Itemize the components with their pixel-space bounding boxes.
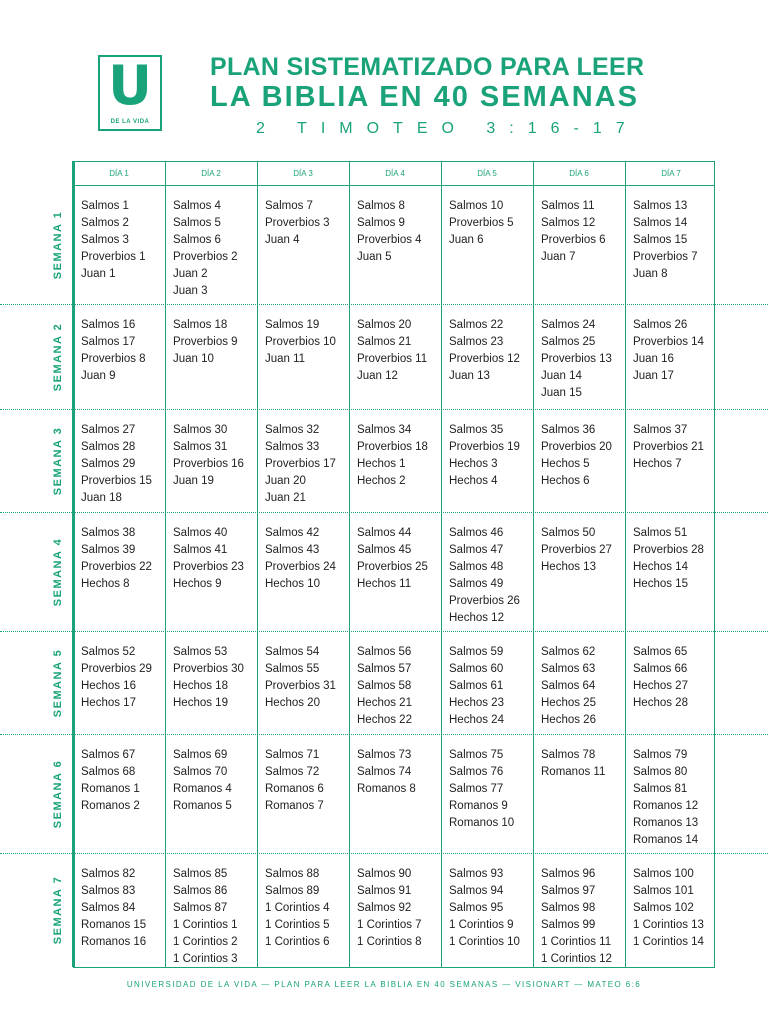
reading-item: Salmos 76 bbox=[449, 766, 504, 778]
reading-item: Proverbios 17 bbox=[265, 458, 336, 470]
reading-item: Romanos 6 bbox=[265, 783, 324, 795]
reading-item: Salmos 92 bbox=[357, 902, 412, 914]
reading-item: Hechos 9 bbox=[173, 578, 222, 590]
reading-cell bbox=[265, 525, 353, 593]
reading-item: Juan 7 bbox=[541, 251, 576, 263]
reading-item: Salmos 91 bbox=[357, 885, 412, 897]
reading-cell bbox=[173, 644, 261, 712]
reading-item: Juan 3 bbox=[173, 285, 208, 297]
reading-item: Hechos 7 bbox=[633, 458, 682, 470]
reading-item: Salmos 61 bbox=[449, 680, 504, 692]
reading-item: Romanos 4 bbox=[173, 783, 232, 795]
reading-item: Proverbios 30 bbox=[173, 663, 244, 675]
reading-item: Salmos 52 bbox=[81, 646, 136, 658]
reading-item: Hechos 4 bbox=[449, 475, 498, 487]
reading-item: Juan 17 bbox=[633, 370, 674, 382]
reading-item: Hechos 11 bbox=[357, 578, 412, 590]
logo-subtitle: DE LA VIDA bbox=[110, 119, 150, 125]
reading-item: 1 Corintios 2 bbox=[173, 936, 238, 948]
reading-item: Romanos 13 bbox=[633, 817, 699, 829]
reading-cell bbox=[633, 866, 721, 951]
reading-item: Salmos 48 bbox=[449, 561, 504, 573]
reading-item: Hechos 14 bbox=[633, 561, 688, 573]
reading-item: Salmos 47 bbox=[449, 544, 504, 556]
reading-item: Salmos 83 bbox=[81, 885, 136, 897]
reading-cell bbox=[449, 644, 537, 729]
logo bbox=[98, 55, 162, 131]
week-label-text: SEMANA 7 bbox=[52, 875, 64, 945]
reading-item: Romanos 10 bbox=[449, 817, 515, 829]
reading-item: Hechos 25 bbox=[541, 697, 596, 709]
reading-item: Salmos 27 bbox=[81, 424, 136, 436]
day-header: DÍA 1 bbox=[109, 169, 129, 178]
reading-cell bbox=[633, 747, 721, 849]
reading-item: Juan 11 bbox=[265, 353, 306, 365]
reading-cell bbox=[633, 525, 721, 593]
reading-item: Proverbios 12 bbox=[449, 353, 520, 365]
reading-cell bbox=[449, 525, 537, 627]
reading-item: Salmos 58 bbox=[357, 680, 412, 692]
day-header: DÍA 4 bbox=[385, 169, 405, 178]
reading-cell bbox=[173, 866, 261, 968]
column-divider bbox=[72, 161, 75, 967]
week-label-text: SEMANA 2 bbox=[52, 322, 64, 391]
reading-item: Salmos 66 bbox=[633, 663, 688, 675]
reading-item: Salmos 20 bbox=[357, 319, 412, 331]
reading-item: Proverbios 28 bbox=[633, 544, 704, 556]
reading-item: Salmos 10 bbox=[449, 200, 504, 212]
reading-item: Salmos 89 bbox=[265, 885, 320, 897]
week-label-text: SEMANA 3 bbox=[52, 426, 64, 495]
reading-item: Hechos 21 bbox=[357, 697, 412, 709]
reading-item: Proverbios 8 bbox=[81, 353, 146, 365]
reading-item: Juan 12 bbox=[357, 370, 398, 382]
logo-letter: U bbox=[108, 54, 152, 117]
reading-item: Juan 2 bbox=[173, 268, 208, 280]
reading-item: Salmos 81 bbox=[633, 783, 688, 795]
reading-item: Salmos 2 bbox=[81, 217, 129, 229]
reading-item: Salmos 99 bbox=[541, 919, 596, 931]
reading-item: Salmos 46 bbox=[449, 527, 504, 539]
reading-cell bbox=[633, 644, 721, 712]
reading-item: Hechos 28 bbox=[633, 697, 688, 709]
reading-item: Hechos 10 bbox=[265, 578, 320, 590]
reading-item: Salmos 32 bbox=[265, 424, 320, 436]
reading-cell bbox=[357, 317, 445, 385]
week-label-text: SEMANA 4 bbox=[52, 537, 64, 606]
reading-cell bbox=[81, 198, 169, 283]
reading-item: Salmos 65 bbox=[633, 646, 688, 658]
verse-reference: 2 TIMOTEO 3:16-17 bbox=[256, 120, 639, 137]
reading-item: Juan 13 bbox=[449, 370, 490, 382]
reading-item: Salmos 11 bbox=[541, 200, 595, 212]
reading-item: Proverbios 2 bbox=[173, 251, 238, 263]
reading-item: Proverbios 6 bbox=[541, 234, 606, 246]
reading-item: Salmos 40 bbox=[173, 527, 228, 539]
reading-cell bbox=[541, 525, 629, 576]
reading-item: Salmos 30 bbox=[173, 424, 228, 436]
reading-item: 1 Corintios 13 bbox=[633, 919, 704, 931]
reading-item: Salmos 100 bbox=[633, 868, 694, 880]
reading-item: Salmos 39 bbox=[81, 544, 136, 556]
reading-item: Salmos 29 bbox=[81, 458, 136, 470]
reading-item: Salmos 73 bbox=[357, 749, 412, 761]
week-separator bbox=[0, 304, 768, 305]
reading-item: Romanos 1 bbox=[81, 783, 140, 795]
reading-item: Hechos 2 bbox=[357, 475, 406, 487]
week-separator bbox=[0, 631, 768, 632]
reading-item: Salmos 8 bbox=[357, 200, 405, 212]
reading-item: Juan 16 bbox=[633, 353, 674, 365]
reading-item: Salmos 94 bbox=[449, 885, 504, 897]
reading-cell bbox=[449, 866, 537, 951]
reading-item: Salmos 55 bbox=[265, 663, 320, 675]
reading-item: 1 Corintios 10 bbox=[449, 936, 520, 948]
week-separator bbox=[0, 734, 768, 735]
reading-cell bbox=[541, 198, 629, 266]
reading-cell bbox=[265, 317, 353, 368]
reading-item: Juan 15 bbox=[541, 387, 582, 399]
reading-item: Hechos 12 bbox=[449, 612, 504, 624]
reading-item: Proverbios 18 bbox=[357, 441, 428, 453]
reading-item: Salmos 5 bbox=[173, 217, 221, 229]
reading-item: 1 Corintios 14 bbox=[633, 936, 704, 948]
day-header: DÍA 2 bbox=[201, 169, 221, 178]
reading-cell bbox=[357, 198, 445, 266]
reading-cell bbox=[633, 317, 721, 385]
week-separator bbox=[0, 853, 768, 854]
reading-item: Salmos 86 bbox=[173, 885, 228, 897]
reading-item: Juan 20 bbox=[265, 475, 306, 487]
reading-item: Hechos 15 bbox=[633, 578, 688, 590]
reading-item: Salmos 96 bbox=[541, 868, 596, 880]
reading-item: Romanos 15 bbox=[81, 919, 147, 931]
reading-item: Juan 14 bbox=[541, 370, 582, 382]
reading-item: Proverbios 25 bbox=[357, 561, 428, 573]
reading-item: Salmos 102 bbox=[633, 902, 694, 914]
reading-item: Hechos 17 bbox=[81, 697, 136, 709]
reading-item: Salmos 14 bbox=[633, 217, 688, 229]
reading-item: Salmos 6 bbox=[173, 234, 221, 246]
week-label-text: SEMANA 6 bbox=[52, 759, 64, 828]
reading-item: Salmos 43 bbox=[265, 544, 320, 556]
reading-item: Salmos 82 bbox=[81, 868, 136, 880]
reading-cell bbox=[541, 317, 629, 402]
reading-item: Salmos 23 bbox=[449, 336, 504, 348]
reading-item: 1 Corintios 1 bbox=[173, 919, 238, 931]
day-header: DÍA 7 bbox=[661, 169, 681, 178]
reading-item: Proverbios 29 bbox=[81, 663, 152, 675]
reading-item: Salmos 28 bbox=[81, 441, 136, 453]
reading-item: Proverbios 3 bbox=[265, 217, 330, 229]
reading-cell bbox=[173, 525, 261, 593]
reading-item: Hechos 20 bbox=[265, 697, 320, 709]
reading-item: Hechos 16 bbox=[81, 680, 136, 692]
reading-cell bbox=[173, 198, 261, 300]
reading-cell bbox=[81, 644, 169, 712]
reading-cell bbox=[357, 866, 445, 951]
reading-item: Proverbios 13 bbox=[541, 353, 612, 365]
reading-cell bbox=[265, 198, 353, 249]
reading-item: Hechos 24 bbox=[449, 714, 504, 726]
reading-item: Salmos 25 bbox=[541, 336, 596, 348]
reading-item: Salmos 34 bbox=[357, 424, 412, 436]
reading-item: Salmos 36 bbox=[541, 424, 596, 436]
reading-item: Salmos 49 bbox=[449, 578, 504, 590]
reading-cell bbox=[449, 747, 537, 832]
reading-cell bbox=[449, 422, 537, 490]
reading-item: Salmos 19 bbox=[265, 319, 320, 331]
reading-item: Juan 5 bbox=[357, 251, 392, 263]
reading-item: 1 Corintios 12 bbox=[541, 953, 612, 965]
reading-item: Romanos 5 bbox=[173, 800, 232, 812]
reading-item: Salmos 16 bbox=[81, 319, 136, 331]
reading-item: Salmos 87 bbox=[173, 902, 228, 914]
reading-item: Proverbios 5 bbox=[449, 217, 514, 229]
reading-cell bbox=[633, 198, 721, 283]
header-bottom-border bbox=[73, 185, 715, 186]
reading-item: Proverbios 23 bbox=[173, 561, 244, 573]
reading-item: Salmos 90 bbox=[357, 868, 412, 880]
day-header: DÍA 5 bbox=[477, 169, 497, 178]
reading-cell bbox=[265, 866, 353, 951]
reading-item: Proverbios 4 bbox=[357, 234, 422, 246]
reading-cell bbox=[357, 644, 445, 729]
reading-item: Salmos 7 bbox=[265, 200, 313, 212]
reading-item: Salmos 44 bbox=[357, 527, 412, 539]
reading-cell bbox=[633, 422, 721, 473]
reading-item: Juan 19 bbox=[173, 475, 214, 487]
day-header: DÍA 6 bbox=[569, 169, 589, 178]
reading-item: Juan 10 bbox=[173, 353, 214, 365]
reading-item: Salmos 72 bbox=[265, 766, 320, 778]
reading-item: Salmos 15 bbox=[633, 234, 688, 246]
reading-item: Proverbios 19 bbox=[449, 441, 520, 453]
reading-item: 1 Corintios 7 bbox=[357, 919, 422, 931]
reading-item: Salmos 54 bbox=[265, 646, 320, 658]
reading-item: Romanos 9 bbox=[449, 800, 508, 812]
reading-item: Salmos 33 bbox=[265, 441, 320, 453]
reading-item: Proverbios 7 bbox=[633, 251, 698, 263]
reading-item: Salmos 31 bbox=[173, 441, 228, 453]
reading-item: 1 Corintios 8 bbox=[357, 936, 422, 948]
reading-item: Salmos 78 bbox=[541, 749, 596, 761]
reading-item: Hechos 8 bbox=[81, 578, 130, 590]
reading-cell bbox=[449, 317, 537, 385]
reading-item: Salmos 85 bbox=[173, 868, 228, 880]
reading-item: Hechos 1 bbox=[357, 458, 406, 470]
reading-item: Salmos 35 bbox=[449, 424, 504, 436]
reading-cell bbox=[81, 317, 169, 385]
reading-item: Salmos 24 bbox=[541, 319, 596, 331]
reading-cell bbox=[81, 525, 169, 593]
reading-item: Juan 9 bbox=[81, 370, 116, 382]
reading-item: Salmos 70 bbox=[173, 766, 228, 778]
reading-item: Proverbios 11 bbox=[357, 353, 428, 365]
reading-item: Salmos 3 bbox=[81, 234, 129, 246]
reading-item: Salmos 84 bbox=[81, 902, 136, 914]
reading-item: Salmos 38 bbox=[81, 527, 136, 539]
reading-item: Proverbios 27 bbox=[541, 544, 612, 556]
reading-item: Salmos 74 bbox=[357, 766, 412, 778]
reading-plan-table bbox=[52, 161, 715, 967]
reading-item: Salmos 26 bbox=[633, 319, 688, 331]
reading-item: Juan 8 bbox=[633, 268, 668, 280]
reading-cell bbox=[81, 747, 169, 815]
reading-item: Salmos 51 bbox=[633, 527, 688, 539]
reading-item: Hechos 22 bbox=[357, 714, 412, 726]
reading-item: Salmos 64 bbox=[541, 680, 596, 692]
reading-item: Salmos 101 bbox=[633, 885, 694, 897]
reading-item: Proverbios 22 bbox=[81, 561, 152, 573]
reading-item: Salmos 22 bbox=[449, 319, 504, 331]
reading-item: Proverbios 26 bbox=[449, 595, 520, 607]
reading-item: Romanos 14 bbox=[633, 834, 699, 846]
reading-cell bbox=[265, 747, 353, 815]
reading-item: Salmos 60 bbox=[449, 663, 504, 675]
table-top-border bbox=[73, 161, 715, 162]
reading-item: Juan 6 bbox=[449, 234, 484, 246]
reading-item: Romanos 11 bbox=[541, 766, 606, 778]
reading-cell bbox=[265, 644, 353, 712]
reading-item: Salmos 17 bbox=[81, 336, 136, 348]
footer-text: UNIVERSIDAD DE LA VIDA — PLAN PARA LEER LA BIBLIA EN 40 SEMANAS — VISIONART — MATEO 6:6 bbox=[126, 980, 642, 989]
reading-item: Juan 4 bbox=[265, 234, 300, 246]
reading-item: Romanos 8 bbox=[357, 783, 416, 795]
reading-item: Romanos 7 bbox=[265, 800, 324, 812]
reading-item: Salmos 12 bbox=[541, 217, 596, 229]
reading-item: Salmos 80 bbox=[633, 766, 688, 778]
reading-item: Salmos 56 bbox=[357, 646, 412, 658]
reading-item: Juan 18 bbox=[81, 492, 122, 504]
reading-item: Salmos 59 bbox=[449, 646, 504, 658]
reading-item: Proverbios 21 bbox=[633, 441, 704, 453]
reading-item: Salmos 13 bbox=[633, 200, 688, 212]
reading-item: Salmos 50 bbox=[541, 527, 596, 539]
page-title-line2: LA BIBLIA EN 40 SEMANAS bbox=[210, 81, 639, 113]
reading-item: Juan 21 bbox=[265, 492, 306, 504]
reading-item: Salmos 37 bbox=[633, 424, 688, 436]
reading-cell bbox=[357, 422, 445, 490]
reading-item: 1 Corintios 3 bbox=[173, 953, 238, 965]
reading-cell bbox=[357, 747, 445, 798]
reading-item: Salmos 79 bbox=[633, 749, 688, 761]
reading-item: Salmos 69 bbox=[173, 749, 228, 761]
reading-item: Hechos 5 bbox=[541, 458, 590, 470]
reading-item: Proverbios 15 bbox=[81, 475, 152, 487]
reading-item: 1 Corintios 4 bbox=[265, 902, 330, 914]
reading-cell bbox=[541, 644, 629, 729]
reading-item: Salmos 67 bbox=[81, 749, 136, 761]
reading-item: Hechos 6 bbox=[541, 475, 590, 487]
reading-item: Salmos 63 bbox=[541, 663, 596, 675]
reading-item: Salmos 45 bbox=[357, 544, 412, 556]
reading-item: Proverbios 1 bbox=[81, 251, 146, 263]
reading-item: Salmos 1 bbox=[81, 200, 129, 212]
reading-item: Salmos 93 bbox=[449, 868, 504, 880]
reading-item: Salmos 68 bbox=[81, 766, 136, 778]
reading-item: Juan 1 bbox=[81, 268, 116, 280]
reading-item: Salmos 62 bbox=[541, 646, 596, 658]
reading-cell bbox=[541, 422, 629, 490]
reading-item: Romanos 16 bbox=[81, 936, 147, 948]
reading-item: Salmos 71 bbox=[265, 749, 320, 761]
reading-item: Hechos 27 bbox=[633, 680, 688, 692]
reading-item: 1 Corintios 6 bbox=[265, 936, 330, 948]
reading-cell bbox=[449, 198, 537, 249]
reading-item: Salmos 21 bbox=[357, 336, 412, 348]
reading-item: Salmos 88 bbox=[265, 868, 320, 880]
week-label-text: SEMANA 1 bbox=[52, 210, 64, 279]
reading-item: Salmos 53 bbox=[173, 646, 228, 658]
week-separator bbox=[0, 512, 768, 513]
reading-item: Hechos 13 bbox=[541, 561, 596, 573]
reading-item: Salmos 95 bbox=[449, 902, 504, 914]
reading-item: Salmos 41 bbox=[173, 544, 228, 556]
reading-item: Salmos 42 bbox=[265, 527, 320, 539]
reading-cell bbox=[81, 866, 169, 951]
reading-item: Salmos 57 bbox=[357, 663, 412, 675]
reading-item: 1 Corintios 9 bbox=[449, 919, 514, 931]
reading-cell bbox=[357, 525, 445, 593]
reading-item: Salmos 97 bbox=[541, 885, 596, 897]
reading-item: Hechos 18 bbox=[173, 680, 228, 692]
reading-item: Proverbios 24 bbox=[265, 561, 336, 573]
reading-item: 1 Corintios 5 bbox=[265, 919, 330, 931]
reading-item: Romanos 12 bbox=[633, 800, 699, 812]
reading-item: Romanos 2 bbox=[81, 800, 140, 812]
reading-item: Salmos 75 bbox=[449, 749, 504, 761]
reading-item: 1 Corintios 11 bbox=[541, 936, 612, 948]
reading-item: Proverbios 20 bbox=[541, 441, 612, 453]
reading-item: Hechos 3 bbox=[449, 458, 498, 470]
reading-cell bbox=[81, 422, 169, 507]
reading-item: Hechos 26 bbox=[541, 714, 596, 726]
reading-item: Proverbios 31 bbox=[265, 680, 336, 692]
reading-cell bbox=[173, 747, 261, 815]
reading-item: Proverbios 9 bbox=[173, 336, 238, 348]
reading-item: Proverbios 14 bbox=[633, 336, 704, 348]
reading-item: Salmos 77 bbox=[449, 783, 504, 795]
reading-item: Hechos 19 bbox=[173, 697, 228, 709]
reading-item: Proverbios 10 bbox=[265, 336, 336, 348]
reading-item: Salmos 18 bbox=[173, 319, 228, 331]
week-separator bbox=[0, 409, 768, 410]
reading-item: Salmos 4 bbox=[173, 200, 221, 212]
reading-item: Hechos 23 bbox=[449, 697, 504, 709]
reading-cell bbox=[541, 747, 629, 781]
week-label-text: SEMANA 5 bbox=[52, 648, 64, 717]
reading-cell bbox=[541, 866, 629, 968]
reading-cell bbox=[173, 317, 261, 368]
reading-cell bbox=[173, 422, 261, 490]
reading-item: Proverbios 16 bbox=[173, 458, 244, 470]
day-header: DÍA 3 bbox=[293, 169, 313, 178]
reading-item: Salmos 98 bbox=[541, 902, 596, 914]
reading-item: Salmos 9 bbox=[357, 217, 405, 229]
reading-cell bbox=[265, 422, 353, 507]
page-title-line1: PLAN SISTEMATIZADO PARA LEER bbox=[210, 53, 645, 81]
